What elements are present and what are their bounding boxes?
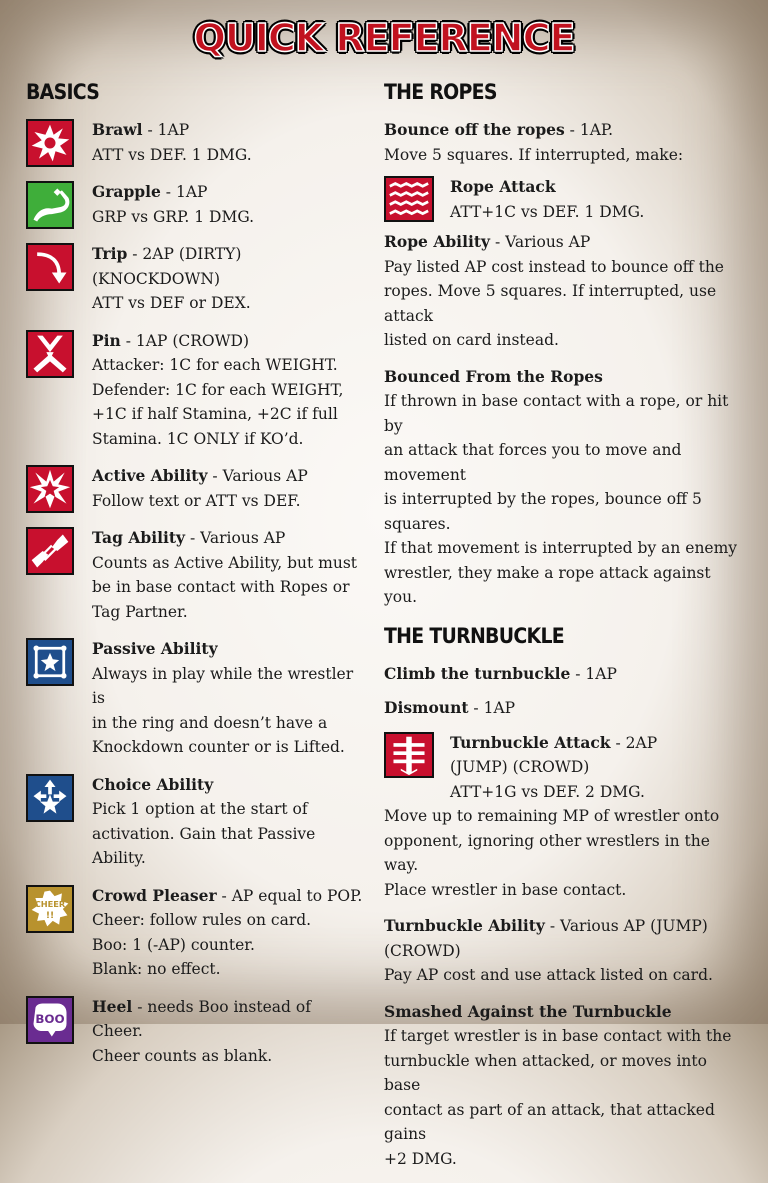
bounce-rule — [384, 118, 744, 167]
basics-entry-line: Blank: no effect. — [92, 960, 221, 978]
turnbuckle-attack-line: ATT+1G vs DEF. 2 DMG. — [450, 782, 645, 801]
basics-entry — [26, 464, 366, 513]
dismount-suffix: - 1AP — [468, 699, 516, 717]
basics-entry-name: Choice Ability — [92, 774, 214, 794]
turnbuckle-heading: THE TURNBUCKLE — [384, 623, 564, 648]
turnbuckle-attack-name: Turnbuckle Attack — [450, 732, 611, 752]
basics-entry-line: Knockdown counter or is Lifted. — [92, 738, 345, 756]
turnbuckle-attack-icon — [384, 732, 434, 778]
turnbuckle-attack-line: (JUMP) (CROWD) — [450, 758, 590, 776]
basics-entry-line: Always in play while the wrestler is — [92, 664, 354, 707]
turnbuckle-ability-name: Turnbuckle Ability — [384, 916, 545, 935]
rope-attack-entry — [384, 175, 744, 224]
bounced-line: wrestler, they make a rope attack against you. — [384, 563, 711, 606]
smashed-rule — [384, 1000, 744, 1172]
climb-rule — [384, 662, 744, 687]
turnbuckle-ability-rule — [384, 914, 744, 988]
basics-entry-cost: - Various AP — [207, 467, 308, 485]
rope-ability-line: ropes. Move 5 squares. If interrupted, use attack — [384, 282, 717, 325]
tag-ability-icon — [26, 527, 74, 575]
basics-entry-text — [92, 118, 252, 167]
turnbuckle-attack-suffix: - 2AP — [610, 733, 658, 752]
smashed-line: turnbuckle when attacked, or moves into base — [384, 1051, 707, 1094]
basics-entry-line: Cheer: follow rules on card. — [92, 911, 312, 929]
svg-text:!!: !! — [45, 909, 55, 921]
basics-entry-line: ATT vs DEF or DEX. — [92, 294, 251, 312]
bounced-line: an attack that forces you to move and movement — [384, 441, 682, 484]
bounced-rule — [384, 365, 744, 610]
rope-ability-suffix: - Various AP — [490, 233, 591, 251]
basics-entry-line: Pick 1 option at the start of — [92, 800, 308, 818]
passive-ability-icon — [26, 638, 74, 686]
basics-entry-name: Brawl — [92, 120, 143, 139]
basics-entry-name: Trip — [92, 244, 128, 263]
rope-attack-line: ATT+1C vs DEF. 1 DMG. — [450, 202, 645, 221]
basics-entry-cost: - 1AP — [160, 183, 208, 201]
basics-entry-line: activation. Gain that Passive Ability. — [92, 824, 316, 867]
basics-entry-line: GRP vs GRP. 1 DMG. — [92, 207, 255, 226]
basics-entry-text — [92, 180, 254, 229]
basics-entry — [26, 884, 366, 982]
basics-entry-text — [92, 329, 343, 452]
basics-entry-line: Counts as Active Ability, but must — [92, 553, 357, 572]
turnbuckle-ability-line: Pay AP cost and use attack listed on card. — [384, 966, 713, 984]
turnbuckle-attack-details — [384, 804, 744, 902]
svg-text:BOO: BOO — [35, 1011, 65, 1026]
basics-entry-cost: - 1AP (CROWD) — [120, 331, 250, 350]
turnbuckle-attack-detail-line: Place wrestler in base contact. — [384, 880, 627, 899]
basics-entry — [26, 526, 366, 624]
climb-name: Climb the turnbuckle — [384, 663, 571, 683]
dismount-name: Dismount — [384, 698, 469, 717]
rope-attack-name: Rope Attack — [450, 177, 556, 196]
basics-entry-name: Grapple — [92, 182, 161, 201]
rope-attack-icon — [384, 176, 434, 222]
basics-entry — [26, 329, 366, 452]
basics-entry — [26, 180, 366, 229]
bounced-line: is interrupted by the ropes, bounce off 5 squares. — [384, 490, 702, 533]
grapple-icon — [26, 181, 74, 229]
cheer-icon — [26, 885, 74, 933]
svg-text:CHEER: CHEER — [34, 898, 66, 909]
basics-entry-text — [92, 526, 357, 624]
smashed-line: +2 DMG. — [384, 1149, 457, 1168]
basics-entry-line: ATT vs DEF. 1 DMG. — [92, 145, 252, 164]
basics-entry-name: Tag Ability — [92, 528, 186, 547]
header — [0, 14, 768, 62]
basics-entry-text — [92, 995, 366, 1069]
turnbuckle-attack-detail-line: opponent, ignoring other wrestlers in the way. — [384, 831, 710, 874]
basics-entry-text — [92, 464, 308, 513]
basics-entry — [26, 242, 366, 316]
basics-entry-line: Stamina. 1C ONLY if KO’d. — [92, 429, 304, 448]
turnbuckle-attack-entry — [384, 731, 744, 805]
basics-entry — [26, 637, 366, 760]
basics-entry-text — [92, 884, 362, 982]
turnbuckle-ability-suffix: - Various AP (JUMP) — [544, 917, 708, 935]
ropes-heading: THE ROPES — [384, 80, 497, 104]
basics-entry-name: Active Ability — [92, 466, 208, 485]
brawl-icon — [26, 119, 74, 167]
smashed-name: Smashed Against the Turnbuckle — [384, 1001, 672, 1021]
basics-entry-name: Crowd Pleaser — [92, 885, 217, 905]
basics-entry-name: Heel — [92, 996, 133, 1016]
basics-list — [26, 118, 366, 1068]
rope-attack-text — [450, 175, 644, 224]
basics-entry-line: Tag Partner. — [92, 602, 188, 621]
basics-entry-cost: - 2AP (DIRTY) — [127, 245, 242, 263]
turnbuckle-attack-detail-line: Move up to remaining MP of wrestler onto — [384, 807, 720, 825]
rope-ability-rule — [384, 230, 744, 353]
choice-ability-icon — [26, 774, 74, 822]
pin-icon — [26, 330, 74, 378]
basics-heading: BASICS — [26, 80, 100, 104]
bounce-name: Bounce off the ropes — [384, 120, 565, 139]
basics-entry-line: in the ring and doesn’t have a — [92, 713, 328, 732]
turnbuckle-attack-text — [450, 731, 657, 805]
basics-entry-line: Follow text or ATT vs DEF. — [92, 491, 301, 510]
smashed-line: contact as part of an attack, that attacked gains — [384, 1100, 715, 1143]
basics-entry-text — [92, 773, 366, 871]
basics-entry — [26, 995, 366, 1069]
rope-ability-line: listed on card instead. — [384, 331, 559, 349]
bounced-line: If that movement is interrupted by an enemy — [384, 539, 738, 557]
dismount-rule — [384, 696, 744, 721]
bounced-name: Bounced From the Ropes — [384, 366, 603, 386]
basics-entry-cost: - AP equal to POP. — [216, 886, 363, 905]
basics-entry-cost: - Various AP — [185, 529, 286, 547]
basics-entry-text — [92, 242, 251, 316]
basics-entry-cost: - needs Boo instead of Cheer. — [92, 997, 311, 1040]
basics-entry-line: be in base contact with Ropes or — [92, 578, 350, 596]
bounced-line: If thrown in base contact with a rope, or hit by — [384, 392, 729, 435]
turnbuckle-ability-line: (CROWD) — [384, 941, 461, 960]
basics-entry-line: (KNOCKDOWN) — [92, 269, 221, 288]
basics-entry-line: Defender: 1C for each WEIGHT, — [92, 380, 344, 399]
bounce-line: Move 5 squares. If interrupted, make: — [384, 145, 684, 164]
basics-entry-line: Boo: 1 (-AP) counter. — [92, 935, 255, 954]
rope-ability-name: Rope Ability — [384, 232, 491, 251]
basics-entry — [26, 118, 366, 167]
smashed-line: If target wrestler is in base contact with the — [384, 1027, 732, 1045]
rope-ability-line: Pay listed AP cost instead to bounce off the — [384, 257, 724, 276]
rules-column — [384, 78, 744, 1183]
basics-column — [26, 78, 366, 1081]
boo-icon — [26, 996, 74, 1044]
basics-entry-cost: - 1AP — [142, 121, 190, 139]
active-ability-icon — [26, 465, 74, 513]
bounce-suffix: - 1AP. — [564, 121, 614, 139]
basics-entry — [26, 773, 366, 871]
basics-entry-line: +1C if half Stamina, +2C if full — [92, 405, 338, 423]
trip-icon — [26, 243, 74, 291]
climb-suffix: - 1AP — [570, 664, 617, 683]
basics-entry-name: Pin — [92, 330, 121, 350]
basics-entry-line: Cheer counts as blank. — [92, 1046, 273, 1065]
page-title: QUICK REFERENCE — [193, 16, 575, 60]
basics-entry-line: Attacker: 1C for each WEIGHT. — [92, 356, 338, 374]
basics-entry-name: Passive Ability — [92, 639, 218, 658]
basics-entry-text — [92, 637, 366, 760]
